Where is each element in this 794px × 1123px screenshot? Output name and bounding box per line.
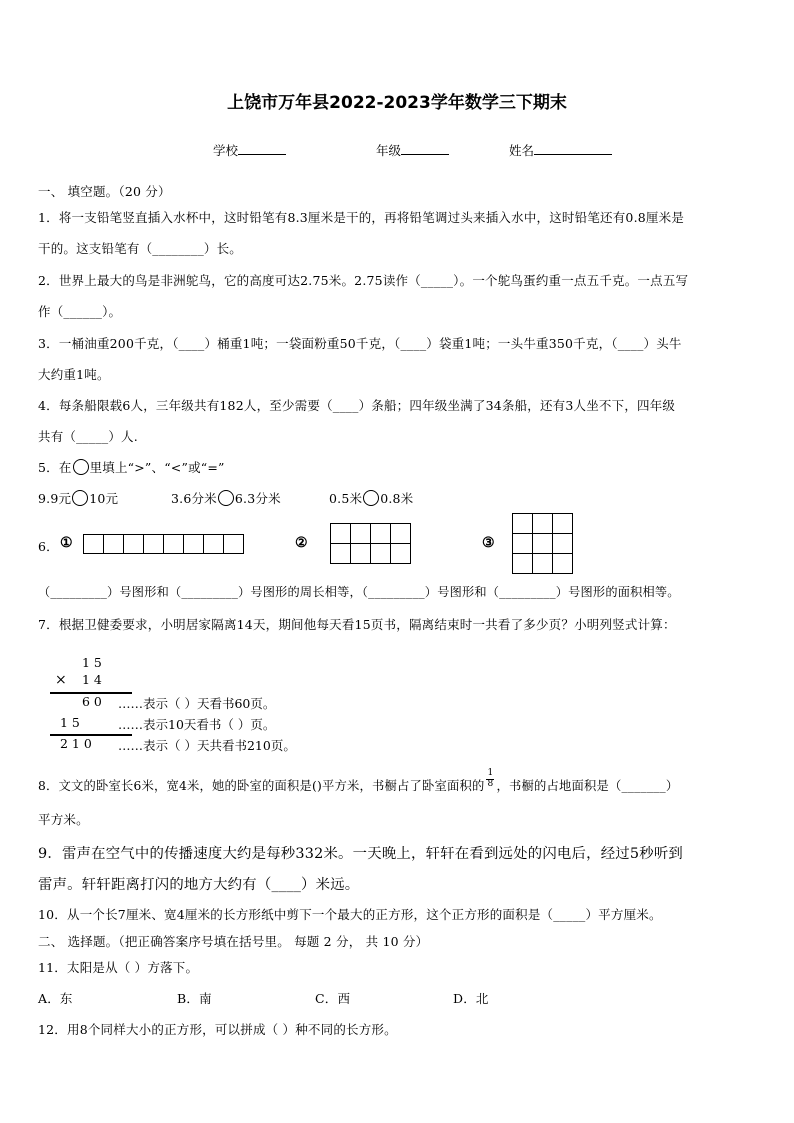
grid-cell <box>532 533 553 554</box>
q1-line1: 1．将一支铅笔竖直插入水杯中，这时铅笔有8.3厘米是干的，再将铅笔调过头来插入水中，这时铅笔还有0.8厘米是 <box>38 210 685 225</box>
grid-cell <box>512 533 533 554</box>
grid-cell <box>390 543 411 564</box>
grid-cell <box>552 553 573 574</box>
shape-1-marker: ① <box>60 535 73 551</box>
q9-line2: 雷声。轩轩距离打闪的地方大约有（____）米远。 <box>38 877 360 893</box>
grid-cell <box>350 543 371 564</box>
calc-note-4: ……表示10天看书（ ）页。 <box>118 717 276 732</box>
calc-note-5: ……表示（ ）天共看书210页。 <box>118 738 296 753</box>
shape-3-grid <box>512 513 573 574</box>
grid-cell <box>552 533 573 554</box>
q11-option-c[interactable]: C．西 <box>315 991 351 1006</box>
grade-blank <box>401 154 449 155</box>
shape-2-marker: ② <box>295 535 308 551</box>
q2-line1: 2．世界上最大的鸟是非洲鸵鸟，它的高度可达2.75米。2.75读作（_____）。一个鸵鸟蛋约重一点五千克。一点五写 <box>38 273 689 288</box>
grid-cell <box>390 523 411 544</box>
q2-line2: 作（______）。 <box>38 304 122 319</box>
q3-line1: 3．一桶油重200千克，（____）桶重1吨；一袋面粉重50千克，（____）袋重1吨；一头牛重350千克，（____）头牛 <box>38 336 682 351</box>
q8-line1: 8．文文的卧室长6米，宽4米，她的卧室的面积是()平方米，书橱占了卧室面积的 1 8 ，书橱的占地面积是（_______） <box>38 768 679 793</box>
grid-cell <box>512 513 533 534</box>
calc-row-4: 1 5 <box>60 715 80 730</box>
school-blank <box>238 154 286 155</box>
calc-row-2: 1 4 <box>82 672 102 687</box>
q10-line1: 10．从一个长7厘米、宽4厘米的长方形纸中剪下一个最大的正方形，这个正方形的面积是（_____）平方厘米。 <box>38 907 662 922</box>
grid-cell <box>143 534 164 554</box>
grid-cell <box>163 534 184 554</box>
grade-label: 年级 <box>376 143 402 158</box>
compare-circle-icon[interactable] <box>72 490 88 506</box>
q5-compare-1: 9.9元 10元 <box>38 491 119 506</box>
q9-line1: 9．雷声在空气中的传播速度大约是每秒332米。一天晚上，轩轩在看到远处的闪电后，经过5秒听到 <box>38 846 683 862</box>
grid-cell <box>83 534 104 554</box>
grid-cell <box>223 534 244 554</box>
q4-line2: 共有（_____）人. <box>38 429 138 444</box>
grid-cell <box>532 553 553 574</box>
q11-option-d[interactable]: D．北 <box>453 991 489 1006</box>
grid-cell <box>183 534 204 554</box>
name-blank <box>534 154 612 155</box>
grid-cell <box>103 534 124 554</box>
shape-3-marker: ③ <box>482 535 495 551</box>
q11-option-a[interactable]: A．东 <box>38 991 73 1006</box>
q6-answer-line: （_________）号图形和（_________）号图形的周长相等，（_________）号图形和（_________）号图形的面积相等。 <box>38 585 680 599</box>
q6-number: 6． <box>38 539 59 554</box>
grid-cell <box>330 523 351 544</box>
q8-line2: 平方米。 <box>38 812 89 827</box>
page-title: 上饶市万年县2022-2023学年数学三下期末 <box>227 93 567 113</box>
grid-cell <box>123 534 144 554</box>
q3-line2: 大约重1吨。 <box>38 367 110 382</box>
grid-cell <box>552 513 573 534</box>
calc-note-3: ……表示（ ）天看书60页。 <box>118 696 276 711</box>
school-label: 学校 <box>213 143 239 158</box>
circle-blank-icon <box>73 459 89 475</box>
calc-row-1: 1 5 <box>82 655 102 670</box>
name-field <box>509 141 612 159</box>
q11-option-b[interactable]: B．南 <box>177 991 212 1006</box>
grade-field <box>376 141 449 159</box>
compare-circle-icon[interactable] <box>363 490 379 506</box>
grid-cell <box>512 553 533 574</box>
q11-line1: 11．太阳是从（ ）方落下。 <box>38 960 199 975</box>
q7-line1: 7．根据卫健委要求，小明居家隔离14天，期间他每天看15页书，隔离结束时一共看了多少页？小明列竖式计算： <box>38 617 676 632</box>
school-field <box>213 141 286 159</box>
grid-cell <box>330 543 351 564</box>
q1-line2: 干的。这支铅笔有（________）长。 <box>38 241 243 256</box>
shape-1-grid <box>83 534 244 554</box>
grid-cell <box>370 543 391 564</box>
grid-cell <box>370 523 391 544</box>
calc-row-3: 6 0 <box>82 694 102 709</box>
q5-line1: 5．在 里填上“>”、“<”或“=” <box>38 460 225 475</box>
q12-line1: 12．用8个同样大小的正方形，可以拼成（ ）种不同的长方形。 <box>38 1022 397 1037</box>
q5-compare-3: 0.5米 0.8米 <box>329 491 414 506</box>
q4-line1: 4．每条船限载6人，三年级共有182人，至少需要（____）条船；四年级坐满了34条船，还有3人坐不下，四年级 <box>38 398 676 413</box>
multiply-icon: × <box>55 672 67 688</box>
section-2-heading: 二、 选择题。（把正确答案序号填在括号里。 每题 2 分， 共 10 分） <box>38 934 429 949</box>
grid-cell <box>350 523 371 544</box>
grid-cell <box>532 513 553 534</box>
calc-row-5: 2 1 0 <box>60 736 92 751</box>
name-label: 姓名 <box>509 143 535 158</box>
grid-cell <box>203 534 224 554</box>
vertical-multiplication <box>50 652 370 752</box>
q5-compare-2: 3.6分米 6.3分米 <box>171 491 281 506</box>
fraction-one-eighth: 1 8 <box>487 768 494 789</box>
compare-circle-icon[interactable] <box>218 490 234 506</box>
shape-2-grid <box>330 523 411 564</box>
section-1-heading: 一、 填空题。（20 分） <box>38 184 171 199</box>
